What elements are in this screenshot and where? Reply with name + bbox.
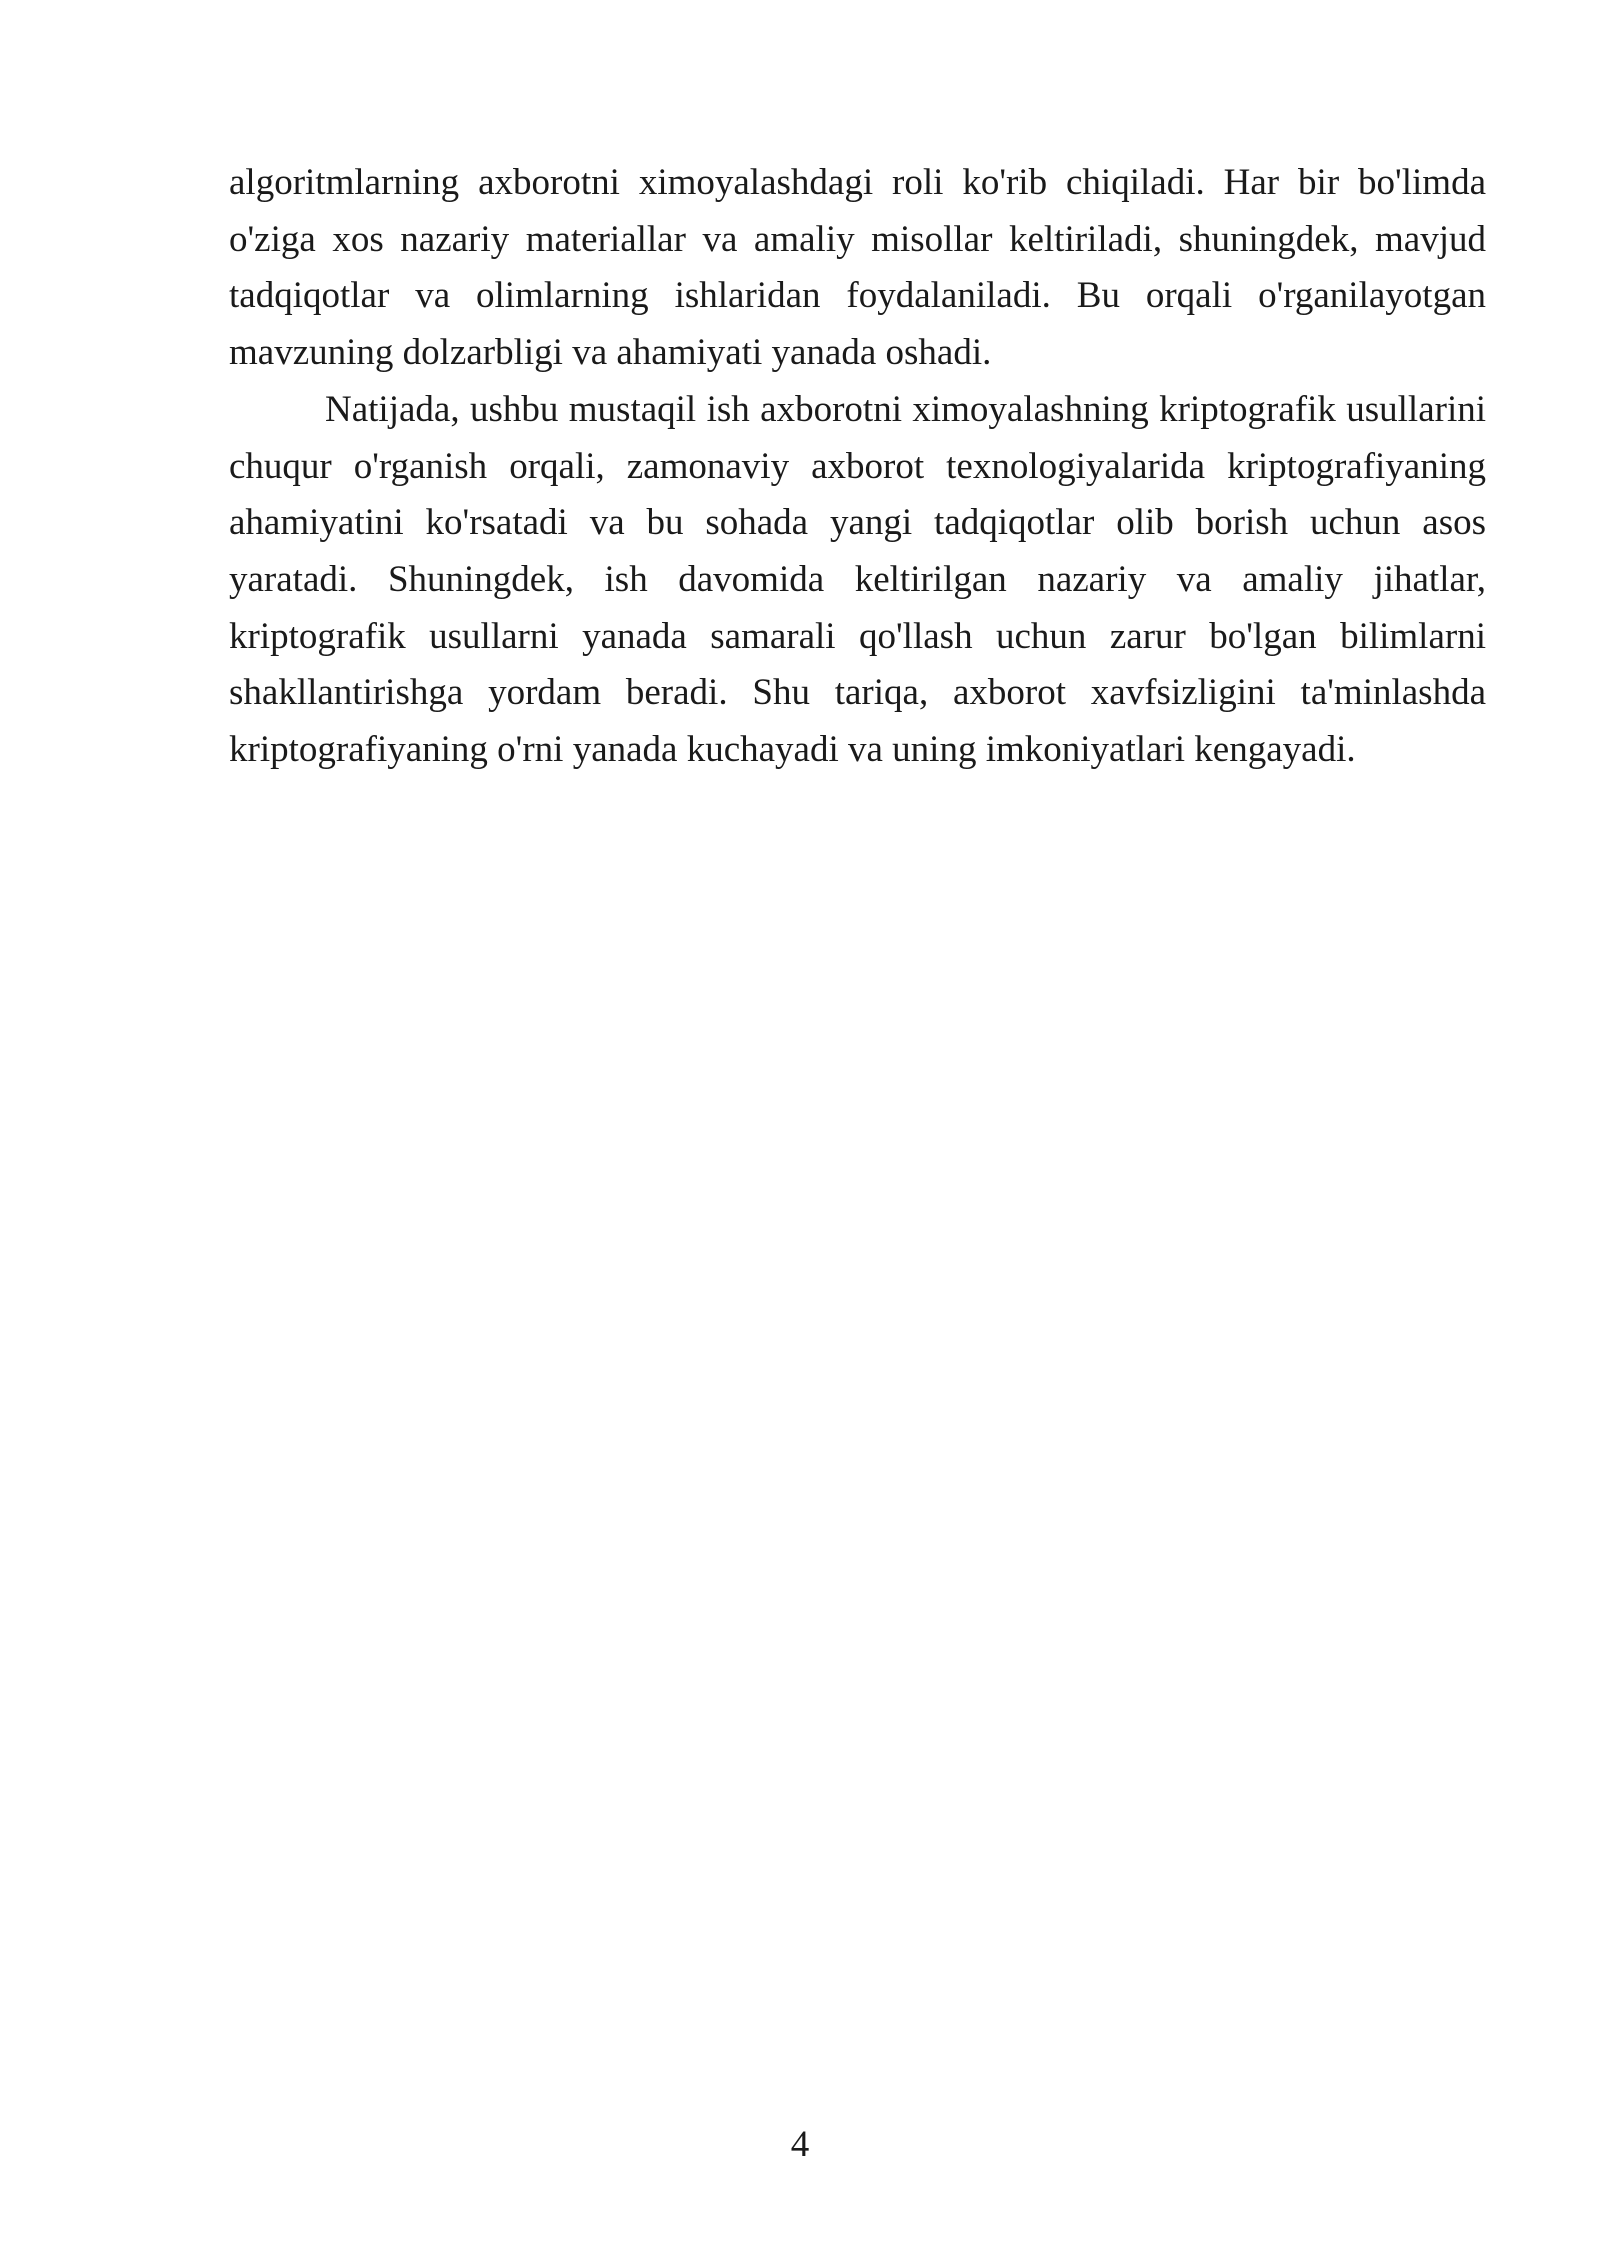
paragraph-conclusion: Natijada, ushbu mustaqil ish axborotni ximoyalashning kriptografik usullarini chuqur o'rganish orqali, zamonaviy axborot texnologiyalarida kriptografiyaning ahamiyatini ko'rsatadi va bu sohada yangi tadqiqotlar olib borish uchun asos yaratadi. Shuningdek, ish davomida keltirilgan nazariy va amaliy jihatlar, kriptografik usullarni yanada samarali qo'llash uchun zarur bo'lgan bilimlarni shakllantirishga yordam beradi. Shu tariqa, axborot xavfsizligini ta'minlashda kriptografiyaning o'rni yanada kuchayadi va uning imkoniyatlari kengayadi. [229,388,1486,771]
body-text [229,155,1486,779]
page-number: 4 [790,2124,810,2165]
paragraph-continuation: algoritmlarning axborotni ximoyalashdagi roli ko'rib chiqiladi. Har bir bo'limda o'ziga xos nazariy materiallar va amaliy misollar keltiriladi, shuningdek, mavjud tadqiqotlar va olimlarning ishlaridan foydalaniladi. Bu orqali o'rganilayotgan mavzuning dolzarbligi va ahamiyati yanada oshadi. [229,162,1486,374]
